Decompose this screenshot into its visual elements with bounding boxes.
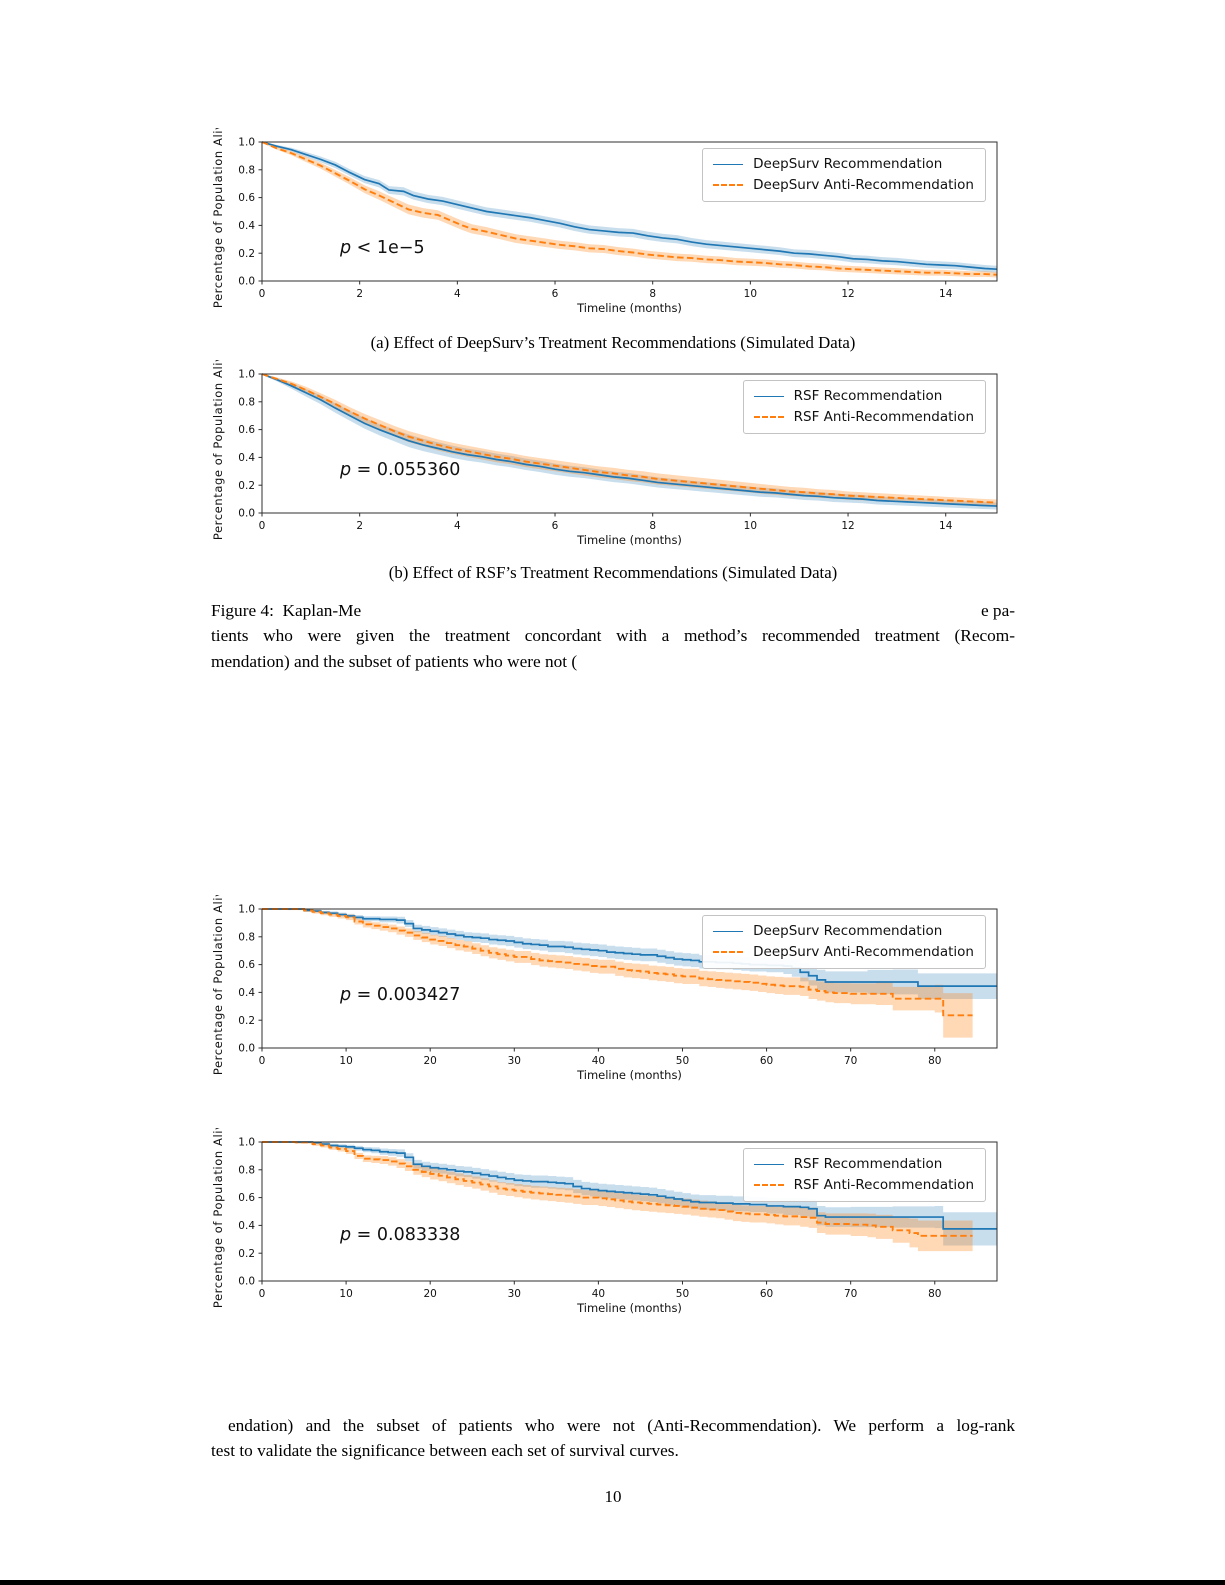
y-tick-label: 0.6 [238,424,255,437]
x-tick-label: 14 [939,520,953,532]
x-tick-label: 70 [843,1288,858,1300]
x-tick-label: 8 [649,288,657,300]
legend-entry [713,177,974,193]
x-tick-label: 80 [928,1055,942,1067]
y-tick-label: 1.0 [238,1136,255,1149]
x-tick-label: 6 [551,288,559,300]
x-tick-label: 0 [258,288,266,300]
p-value-annotation: p = 0.055360 [340,460,461,480]
legend-label: DeepSurv Anti-Recommendation [753,177,974,193]
x-tick-label: 40 [591,1055,606,1067]
x-axis-title: Timeline (months) [577,301,682,315]
y-tick-label: 0.6 [238,192,255,205]
legend-label: RSF Recommendation [793,1156,943,1172]
x-tick-label: 0 [258,520,266,532]
plot-legend [702,915,986,969]
legend-solid-line-icon [713,164,743,165]
y-tick-label: 0.0 [238,275,255,288]
y-tick-label: 1.0 [238,368,255,381]
subcaption-a: (a) Effect of DeepSurv’s Treatment Recommendations (Simulated Data) [370,333,856,352]
legend-solid-line-icon [754,1164,784,1165]
legend-label: DeepSurv Anti-Recommendation [753,944,974,960]
legend-label: RSF Anti-Recommendation [793,409,974,425]
y-tick-label: 0.8 [238,164,255,177]
km-chart-rsf-real [210,1128,1000,1324]
x-tick-label: 4 [454,288,461,300]
legend-dashed-line-icon [754,1184,784,1186]
x-tick-label: 50 [675,1288,690,1300]
x-tick-label: 30 [507,1288,521,1300]
x-tick-label: 50 [675,1055,690,1067]
body-text-paragraph [211,1413,1015,1464]
y-tick-label: 0.6 [238,959,255,972]
y-tick-label: 0.0 [238,1042,255,1055]
x-tick-label: 20 [423,1055,437,1067]
y-tick-label: 1.0 [238,903,255,916]
x-tick-label: 10 [339,1055,353,1067]
y-tick-label: 0.0 [238,507,255,520]
legend-entry [754,1156,974,1172]
y-tick-label: 0.4 [238,452,255,464]
x-tick-label: 20 [423,1288,437,1300]
y-tick-label: 0.8 [238,396,255,409]
bottom-black-bar [0,1580,1225,1585]
y-axis-title: Percentage of Population Alive [211,895,225,1076]
x-tick-label: 8 [649,520,657,532]
x-tick-label: 0 [258,1055,266,1067]
x-tick-label: 10 [743,520,758,532]
x-axis-title: Timeline (months) [577,1068,682,1082]
legend-label: DeepSurv Recommendation [753,923,943,939]
y-tick-label: 0.8 [238,1164,255,1177]
x-tick-label: 6 [551,520,559,532]
legend-entry [754,388,974,404]
figure-caption-line-3: mendation) and the subset of patients who were not ( [211,651,578,671]
legend-entry [713,156,974,172]
y-tick-label: 0.4 [238,1220,255,1232]
x-tick-label: 2 [356,288,364,300]
legend-label: DeepSurv Recommendation [753,156,943,172]
x-tick-label: 60 [759,1055,774,1067]
y-axis-title: Percentage of Population Alive [211,128,225,309]
y-tick-label: 0.0 [238,1275,255,1288]
legend-label: RSF Anti-Recommendation [793,1177,974,1193]
legend-solid-line-icon [754,396,784,397]
figure-caption-line-1-left: Figure 4: Kaplan-Me [211,601,362,620]
x-tick-label: 70 [843,1055,858,1067]
x-tick-label: 10 [339,1288,353,1300]
x-tick-label: 14 [939,288,953,300]
km-chart-deepsurv-simulated [210,128,1000,324]
legend-dashed-line-icon [713,951,743,953]
x-tick-label: 10 [743,288,758,300]
legend-entry [713,944,974,960]
x-axis-title: Timeline (months) [577,533,682,547]
x-tick-label: 60 [759,1288,774,1300]
y-tick-label: 0.2 [238,479,255,492]
y-axis-title: Percentage of Population Alive [211,1128,225,1309]
plot-legend [743,380,986,434]
figure-caption-paragraph [211,598,1015,674]
p-value-annotation: p = 0.003427 [340,985,461,1005]
y-tick-label: 0.6 [238,1192,255,1205]
figure-caption-line-1 [211,598,1015,623]
y-axis-title: Percentage of Population Alive [211,360,225,541]
x-tick-label: 0 [258,1288,266,1300]
legend-dashed-line-icon [754,416,784,418]
x-tick-label: 4 [454,520,461,532]
p-value-annotation: p < 1e−5 [340,238,425,258]
x-tick-label: 12 [841,288,855,300]
legend-dashed-line-icon [713,184,743,186]
y-tick-label: 1.0 [238,136,255,149]
y-tick-label: 0.2 [238,247,255,260]
legend-entry [754,409,974,425]
body-text-line-1: endation) and the subset of patients who were not (Anti-Recommendation). We perform a log-rank [228,1416,1015,1435]
legend-solid-line-icon [713,931,743,932]
page-number: 10 [604,1487,622,1506]
y-tick-label: 0.4 [238,987,255,999]
x-tick-label: 30 [507,1055,521,1067]
km-chart-rsf-simulated [210,360,1000,556]
legend-label: RSF Recommendation [793,388,943,404]
p-value-annotation: p = 0.083338 [340,1225,461,1245]
y-tick-label: 0.2 [238,1014,255,1027]
plot-legend [743,1148,986,1202]
km-chart-deepsurv-real [210,895,1000,1091]
x-tick-label: 12 [841,520,855,532]
legend-entry [713,923,974,939]
y-tick-label: 0.8 [238,931,255,944]
x-tick-label: 40 [591,1288,606,1300]
y-tick-label: 0.4 [238,220,255,232]
y-tick-label: 0.2 [238,1247,255,1260]
x-tick-label: 2 [356,520,364,532]
x-tick-label: 80 [928,1288,942,1300]
legend-entry [754,1177,974,1193]
body-text-line-2: test to validate the significance between each set of survival curves. [211,1441,679,1461]
figure-caption-line-1-right: e pa- [980,601,1015,620]
plot-legend [702,148,986,202]
subcaption-b: (b) Effect of RSF’s Treatment Recommendations (Simulated Data) [388,563,838,582]
figure-caption-line-2: tients who were given the treatment concordant with a method’s recommended treatment (Recom- [211,626,1015,646]
x-axis-title: Timeline (months) [577,1301,682,1315]
